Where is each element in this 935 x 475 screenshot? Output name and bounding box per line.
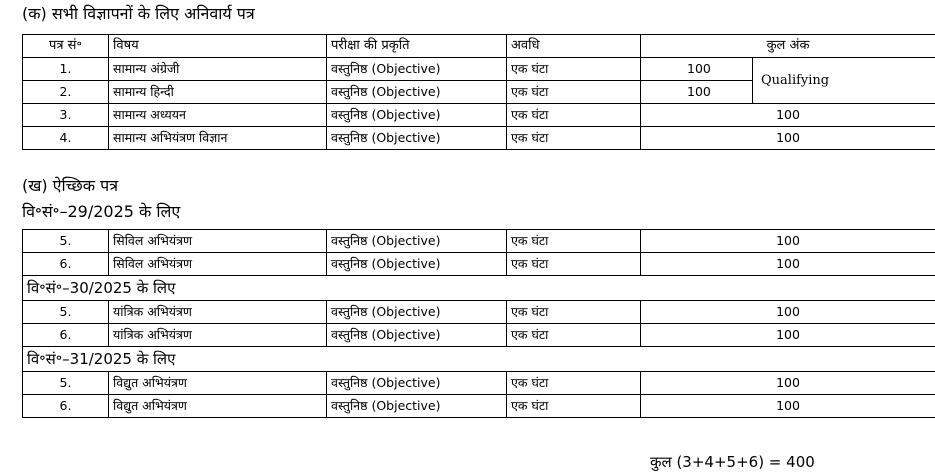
exam-nature: वस्तुनिष्ठ (Objective)	[327, 104, 507, 127]
paper-no: 5.	[23, 372, 109, 395]
table-row	[23, 395, 935, 418]
duration: एक घंटा	[507, 324, 641, 347]
group-label-row	[23, 347, 935, 372]
table-row	[23, 253, 935, 276]
marks: 100	[641, 395, 935, 418]
table-header-row	[23, 35, 935, 58]
paper-no: 6.	[23, 324, 109, 347]
group-label: वि॰सं॰–31/2025 के लिए	[23, 347, 935, 372]
group-label: वि॰सं॰–29/2025 के लिए	[22, 202, 181, 221]
paper-no: 3.	[23, 104, 109, 127]
paper-no: 1.	[23, 58, 109, 81]
duration: एक घंटा	[507, 253, 641, 276]
subject: विद्युत अभियंत्रण	[109, 372, 327, 395]
exam-nature: वस्तुनिष्ठ (Objective)	[327, 81, 507, 104]
group-label-row	[23, 276, 935, 301]
qualifying-note: Qualifying	[753, 58, 935, 104]
marks: 100	[641, 324, 935, 347]
duration: एक घंटा	[507, 58, 641, 81]
table-row	[23, 301, 935, 324]
exam-nature: वस्तुनिष्ठ (Objective)	[327, 395, 507, 418]
duration: एक घंटा	[507, 81, 641, 104]
subject: यांत्रिक अभियंत्रण	[109, 301, 327, 324]
header-paper-no: पत्र सं॰	[23, 35, 109, 58]
exam-nature: वस्तुनिष्ठ (Objective)	[327, 301, 507, 324]
header-exam-nature: परीक्षा की प्रकृति	[327, 35, 507, 58]
exam-nature: वस्तुनिष्ठ (Objective)	[327, 127, 507, 150]
subject: सिविल अभियंत्रण	[109, 230, 327, 253]
table-row	[23, 58, 935, 81]
marks: 100	[641, 104, 935, 127]
table-row	[23, 372, 935, 395]
subject: सिविल अभियंत्रण	[109, 253, 327, 276]
exam-nature: वस्तुनिष्ठ (Objective)	[327, 230, 507, 253]
paper-no: 5.	[23, 301, 109, 324]
marks: 100	[641, 58, 753, 81]
exam-nature: वस्तुनिष्ठ (Objective)	[327, 372, 507, 395]
duration: एक घंटा	[507, 127, 641, 150]
table-row	[23, 324, 935, 347]
marks: 100	[641, 81, 753, 104]
section-a-title: (क) सभी विज्ञापनों के लिए अनिवार्य पत्र	[22, 4, 255, 23]
exam-nature: वस्तुनिष्ठ (Objective)	[327, 58, 507, 81]
subject: सामान्य हिन्दी	[109, 81, 327, 104]
header-subject: विषय	[109, 35, 327, 58]
table-row	[23, 127, 935, 150]
exam-nature: वस्तुनिष्ठ (Objective)	[327, 324, 507, 347]
marks: 100	[641, 301, 935, 324]
subject: सामान्य अभियंत्रण विज्ञान	[109, 127, 327, 150]
subject: सामान्य अध्ययन	[109, 104, 327, 127]
duration: एक घंटा	[507, 104, 641, 127]
optional-papers-table	[22, 229, 935, 418]
section-b-title: (ख) ऐच्छिक पत्र	[22, 176, 119, 195]
subject: विद्युत अभियंत्रण	[109, 395, 327, 418]
total-marks: कुल (3+4+5+6) = 400	[650, 453, 815, 471]
header-total-marks: कुल अंक	[641, 35, 935, 58]
table-row	[23, 230, 935, 253]
duration: एक घंटा	[507, 230, 641, 253]
subject: सामान्य अंग्रेजी	[109, 58, 327, 81]
header-duration: अवधि	[507, 35, 641, 58]
paper-no: 6.	[23, 395, 109, 418]
marks: 100	[641, 372, 935, 395]
group-label: वि॰सं॰–30/2025 के लिए	[23, 276, 935, 301]
duration: एक घंटा	[507, 395, 641, 418]
marks: 100	[641, 230, 935, 253]
duration: एक घंटा	[507, 301, 641, 324]
marks: 100	[641, 127, 935, 150]
duration: एक घंटा	[507, 372, 641, 395]
paper-no: 2.	[23, 81, 109, 104]
table-row	[23, 104, 935, 127]
exam-nature: वस्तुनिष्ठ (Objective)	[327, 253, 507, 276]
paper-no: 6.	[23, 253, 109, 276]
compulsory-papers-table	[22, 34, 935, 150]
paper-no: 4.	[23, 127, 109, 150]
marks: 100	[641, 253, 935, 276]
paper-no: 5.	[23, 230, 109, 253]
subject: यांत्रिक अभियंत्रण	[109, 324, 327, 347]
